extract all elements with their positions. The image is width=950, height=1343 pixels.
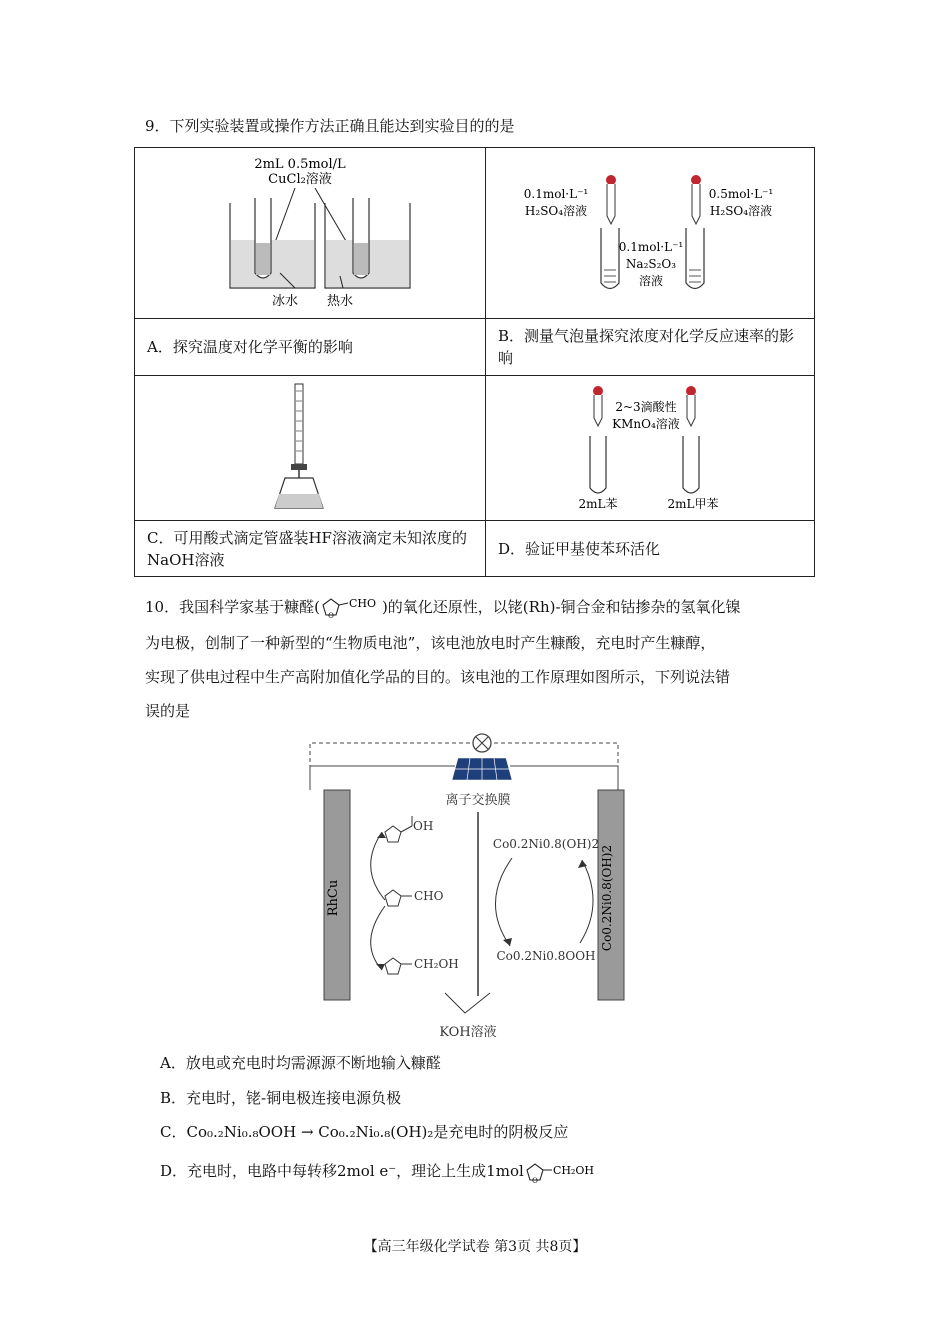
koh-solution-label: KOH溶液 — [439, 1025, 497, 1040]
option-c-reaction: Co₀.₂Ni₀.₈OOH → Co₀.₂Ni₀.₈(OH)₂ — [186, 1123, 434, 1141]
fig-a-label-conc: 2mL 0.5mol/L — [254, 157, 346, 172]
right-top-species: Co0.2Ni0.8(OH)2 — [492, 837, 600, 851]
furoic-oh-label: OH — [413, 819, 434, 833]
fig-a-hot-water: 热水 — [326, 294, 354, 309]
furfuryl-alcohol-label: CH₂OH — [414, 957, 459, 971]
q10-option-c — [160, 1121, 568, 1143]
option-d-caption: D．验证甲基使苯环活化 — [486, 521, 815, 577]
furfural-structure-icon — [320, 595, 382, 621]
fig-b-left-solution: H₂SO₄溶液 — [524, 204, 588, 218]
fig-a-ice-water: 冰水 — [271, 294, 299, 309]
fig-b-mid-conc: 0.1mol·L⁻¹ — [618, 240, 684, 254]
fig-a-label-solution: CuCl₂溶液 — [268, 172, 332, 187]
fig-b-mid-solution: 溶液 — [638, 274, 664, 288]
fig-d-reagent-drops: 2~3滴酸性 — [615, 400, 677, 414]
q10-stem-part-1: 10．我国科学家基于糠醛( — [145, 598, 320, 616]
fig-d-reagent-name: KMnO₄溶液 — [612, 417, 680, 431]
option-c-suffix: 是充电时的阴极反应 — [433, 1123, 569, 1141]
q10-line-1 — [145, 590, 741, 625]
q10-option-a: A．放电或充电时均需源源不断地输入糠醛 — [160, 1054, 441, 1072]
svg-text:O: O — [531, 1177, 538, 1184]
fig-b-left-conc: 0.1mol·L⁻¹ — [523, 187, 589, 201]
fig-b-mid-reagent: Na₂S₂O₃ — [625, 257, 677, 271]
right-bottom-species: Co0.2Ni0.8OOH — [496, 949, 596, 963]
q9-options-table — [134, 147, 815, 577]
option-a-caption: A．探究温度对化学平衡的影响 — [135, 319, 486, 376]
right-electrode-label: Co0.2Ni0.8(OH)2 — [600, 844, 614, 952]
option-d-text: D．充电时，电路中每转移2mol e⁻，理论上生成1mol — [160, 1162, 524, 1180]
option-c-letter: C． — [160, 1123, 187, 1141]
figure-c-titration — [135, 376, 485, 516]
q10-option-b: B．充电时，铑-铜电极连接电源负极 — [160, 1089, 402, 1107]
solar-panel-icon — [452, 758, 512, 780]
figure-b-cell — [486, 148, 815, 319]
q10-line-4: 误的是 — [145, 702, 191, 720]
option-c-caption: C．可用酸式滴定管盛装HF溶液滴定未知浓度的NaOH溶液 — [135, 521, 486, 577]
q10-stem-part-2: )的氧化还原性，以铑(Rh)-铜合金和钴掺杂的氢氧化镍 — [381, 598, 741, 616]
battery-diagram — [300, 728, 660, 1046]
option-d-group: CH₂OH — [552, 1164, 594, 1177]
q10-line-3: 实现了供电过程中生产高附加值化学品的目的。该电池的工作原理如图所示，下列说法错 — [145, 668, 731, 686]
q10-line-2: 为电极，创制了一种新型的“生物质电池”，该电池放电时产生糠酸，充电时产生糠醇， — [145, 634, 716, 652]
fig-d-benzene: 2mL苯 — [578, 497, 618, 511]
figure-b-test-tubes — [486, 148, 814, 314]
option-b-caption: B．测量气泡量探究浓度对化学反应速率的影响 — [486, 319, 815, 376]
q9-stem: 9．下列实验装置或操作方法正确且能达到实验目的的是 — [145, 117, 515, 135]
figure-d-cell — [486, 376, 815, 521]
furfuryl-alcohol-icon — [524, 1160, 598, 1184]
fig-b-right-solution: H₂SO₄溶液 — [709, 204, 773, 218]
figure-a-beakers — [135, 148, 485, 314]
left-electrode-label: RhCu — [326, 879, 341, 917]
q10-option-d — [160, 1160, 598, 1184]
membrane-label: 离子交换膜 — [445, 793, 511, 808]
figure-d-test-tubes — [486, 376, 814, 516]
figure-a-cell — [135, 148, 486, 319]
fig-b-right-conc: 0.5mol·L⁻¹ — [708, 187, 774, 201]
furfural-cho-label: CHO — [348, 597, 376, 610]
fig-d-toluene: 2mL甲苯 — [667, 497, 719, 511]
page-footer: 【高三年级化学试卷 第3页 共8页】 — [363, 1239, 587, 1255]
figure-c-cell — [135, 376, 486, 521]
svg-text:O: O — [328, 612, 334, 620]
furfural-cho-diagram: CHO — [414, 889, 444, 903]
